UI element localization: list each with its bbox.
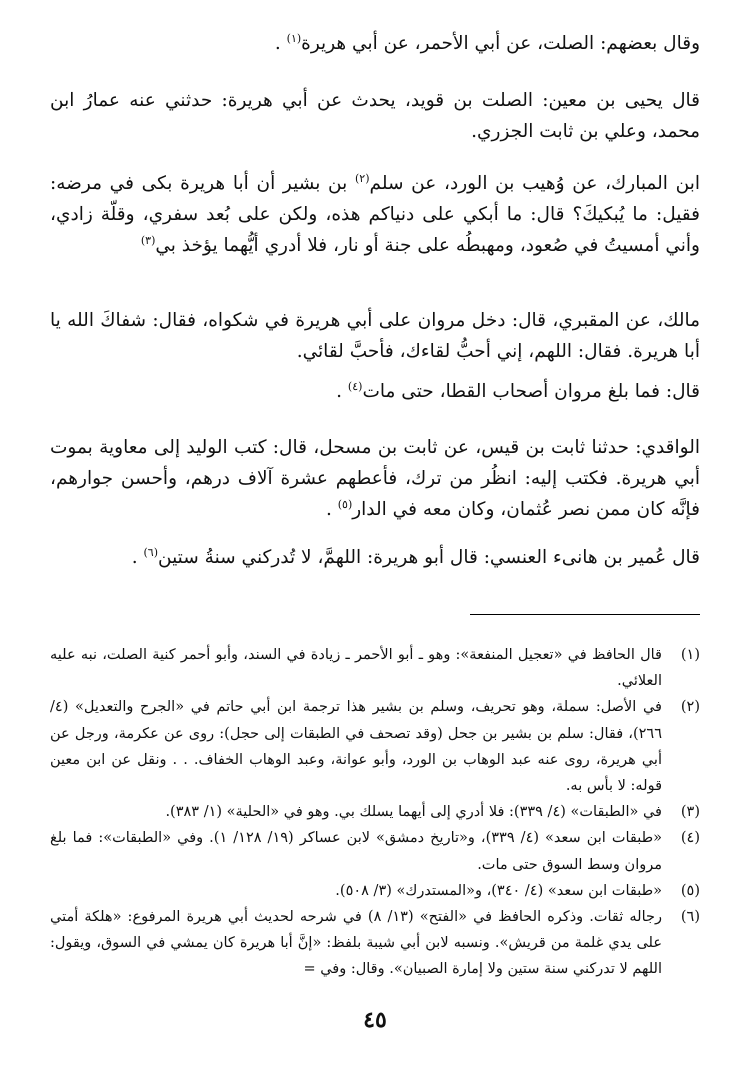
paragraph-text-cont: بن بشير أن أبا هريرة بكى في مرضه: فقيل: ما يُبكيكَ؟ قال: ما أبكي على دنياكم هذه، ولكن على بُعد سفري، وقلّة زادي، وأني أمسيتُ في صُعود، ومهبطُه على جنة أو نار، فلا أدري أيُّهما يؤخذ بي xyxy=(50,173,700,256)
footnote-ref: (١) xyxy=(286,31,302,45)
paragraph-text: قال عُمير بن هانىء العنسي: قال أبو هريرة: اللهمَّ، لا تُدركني سنةُ ستين xyxy=(158,547,700,568)
paragraph-tail: . xyxy=(274,33,287,54)
footnote-5 xyxy=(50,878,700,904)
footnotes xyxy=(50,642,700,983)
paragraph-text: قال يحيى بن معين: الصلت بن قويد، يحدث عن أبي هريرة: حدثني عنه عمارُ ابن محمد، وعلي بن ثابت الجزري. xyxy=(50,90,700,142)
paragraph-tail: . xyxy=(336,381,348,402)
paragraph-text: ابن المبارك، عن وُهيب بن الورد، عن سلم xyxy=(369,173,700,194)
paragraph-5 xyxy=(50,376,700,407)
paragraph-text: وقال بعضهم: الصلت، عن أبي الأحمر، عن أبي هريرة xyxy=(301,33,700,54)
paragraph-4 xyxy=(50,305,700,367)
footnote-number: (٥) xyxy=(680,882,700,899)
footnote-number: (٢) xyxy=(680,699,700,716)
footnote-ref: (٥) xyxy=(337,497,353,511)
footnote-1 xyxy=(50,642,700,694)
footnote-text: رجاله ثقات. وذكره الحافظ في «الفتح» (١٣/ ٨) في شرحه لحديث أبي هريرة المرفوع: «هلكة أمتي على يدي غلمة من قريش». ونسبه لابن أبي شيبة بلفظ: «إنَّ أبا هريرة كان يمشي في السوق، ويقول: اللهم لا تدركني سنة ستين ولا إمارة الصبيان». وقال: وفي = xyxy=(50,909,662,978)
footnote-text: «طبقات ابن سعد» (٤/ ٣٣٩)، و«تاريخ دمشق» لابن عساكر (١٩/ ١٢٨/ ١). وفي «الطبقات»: فما بلغ مروان وسط السوق حتى مات. xyxy=(50,830,663,873)
footnote-ref: (٣) xyxy=(140,233,156,247)
footnote-6 xyxy=(50,904,700,983)
book-page xyxy=(50,22,700,1078)
paragraph-2 xyxy=(50,85,700,147)
footnote-2 xyxy=(50,694,700,799)
footnote-ref: (٤) xyxy=(347,379,363,393)
paragraph-text: الواقدي: حدثنا ثابت بن قيس، عن ثابت بن مسحل، قال: كتب الوليد إلى معاوية بموت أبي هريرة. فكتب إليه: انظُر من ترك، فأعطهم عشرة آلاف درهم، وأحسن جوارهم، فإنَّه كان ممن نصر عُثمان، وكان معه في الدار xyxy=(50,437,700,520)
footnote-text: «طبقات ابن سعد» (٤/ ٣٤٠)، و«المستدرك» (٣/ ٥٠٨). xyxy=(335,882,662,899)
footnote-text: في الأصل: سملة، وهو تحريف، وسلم بن بشير هذا ترجمة ابن أبي حاتم في «الجرح والتعديل» (٤/ ٢٦٦)، فقال: سلم بن بشير بن جحل (وقد تصحف في الطبقات إلى حجل): روى عن عكرمة، ورجل عن أبي هريرة، روى عنه عبد الوهاب بن الورد، وأبو عوانة، وعبد الوهاب الخفاف. . . ونقل عن ابن معين قوله: لا بأس به. xyxy=(50,699,662,795)
footnote-number: (٦) xyxy=(680,909,700,926)
paragraph-tail: . xyxy=(325,499,338,520)
page-number: ٤٥ xyxy=(363,1007,387,1033)
paragraph-tail: . xyxy=(131,547,144,568)
footnote-text: في «الطبقات» (٤/ ٣٣٩): فلا أدري إلى أيهما يسلك بي. وهو في «الحلية» (١/ ٣٨٣). xyxy=(165,804,662,821)
footnote-ref: (٢) xyxy=(355,171,370,185)
paragraph-3 xyxy=(50,168,700,261)
paragraph-text: قال: فما بلغ مروان أصحاب القطا، حتى مات xyxy=(362,381,700,402)
paragraph-7 xyxy=(50,542,700,573)
footnote-number: (٤) xyxy=(680,830,700,847)
footnote-number: (٣) xyxy=(680,804,700,821)
paragraph-text: مالك، عن المقبري، قال: دخل مروان على أبي هريرة في شكواه، فقال: شفاكَ الله يا أبا هريرة. فقال: اللهم، إني أحبُّ لقاءك، فأحبَّ لقائي. xyxy=(50,310,700,362)
paragraph-1 xyxy=(50,28,700,59)
footnote-ref: (٦) xyxy=(143,545,159,559)
footnote-4 xyxy=(50,825,700,877)
paragraph-6 xyxy=(50,432,700,525)
footnote-separator xyxy=(470,614,700,615)
footnote-3 xyxy=(50,799,700,825)
footnote-number: (١) xyxy=(680,647,700,663)
footnote-text: قال الحافظ في «تعجيل المنفعة»: وهو ـ أبو الأحمر ـ زيادة في السند، وأبو أحمر كنية الصلت، نبه عليه العلائي. xyxy=(50,647,662,690)
